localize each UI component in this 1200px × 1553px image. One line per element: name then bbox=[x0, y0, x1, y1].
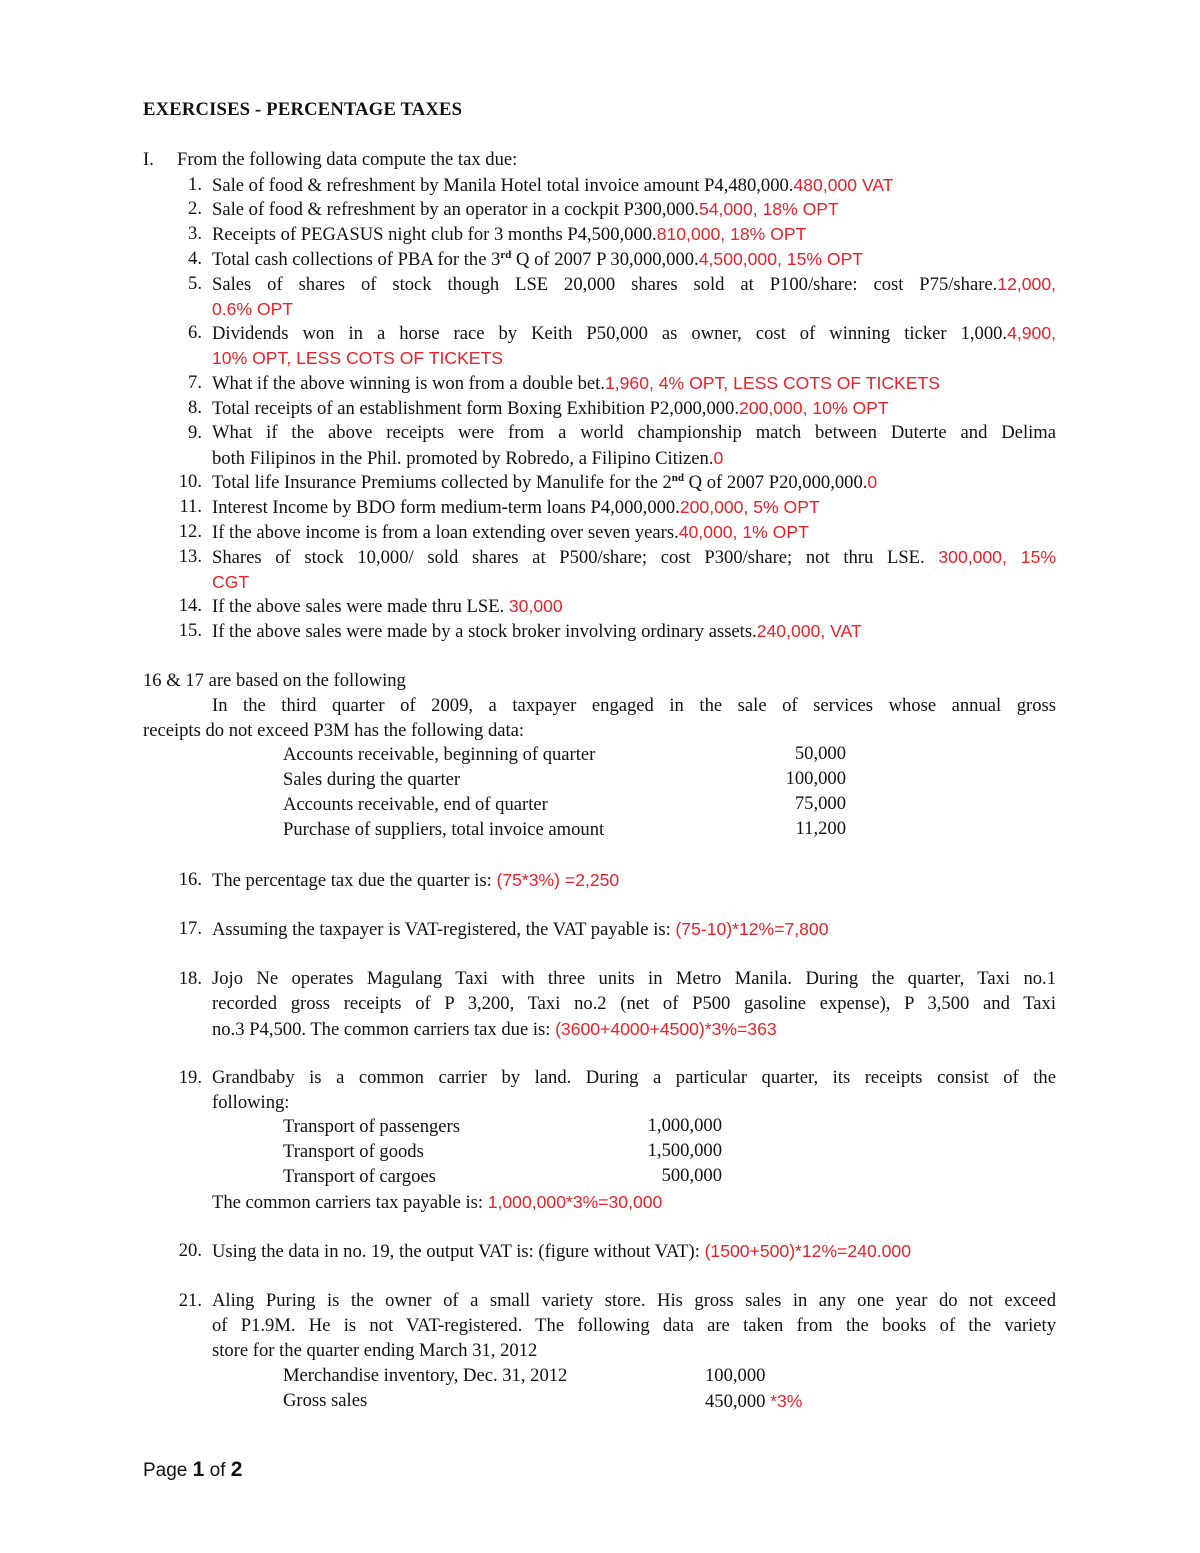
item-answer: (3600+4000+4500)*3%=363 bbox=[555, 1019, 777, 1039]
table-row-value: 11,200 bbox=[795, 818, 846, 839]
table-row-value: 50,000 bbox=[794, 743, 846, 764]
item-answer: 0 bbox=[713, 448, 724, 468]
item-answer: 0.6% OPT bbox=[212, 299, 294, 319]
page-footer bbox=[143, 1458, 242, 1482]
item-number: 4. bbox=[188, 248, 202, 269]
item-text: If the above sales were made by a stock broker involving ordinary assets. bbox=[212, 621, 757, 642]
table-row-label: Transport of passengers bbox=[283, 1116, 460, 1137]
item-answer: 200,000, 10% OPT bbox=[739, 398, 889, 418]
list-item-continuation: following: bbox=[212, 1092, 290, 1113]
section-numeral: I. bbox=[143, 149, 154, 170]
list-item-continuation bbox=[212, 297, 293, 322]
item-answer: 4,900, bbox=[1007, 323, 1056, 343]
section-heading: 16 & 17 are based on the following bbox=[143, 670, 406, 691]
item-text: Sale of food & refreshment by Manila Hotel total invoice amount P4,480,000. bbox=[212, 175, 794, 196]
section-paragraph: receipts do not exceed P3M has the following data: bbox=[143, 720, 525, 741]
list-item bbox=[212, 247, 863, 272]
item-text: both Filipinos in the Phil. promoted by Robredo, a Filipino Citizen. bbox=[212, 448, 714, 469]
list-item bbox=[212, 868, 619, 893]
item-text: Sale of food & refreshment by an operator in a cockpit P300,000. bbox=[212, 199, 699, 220]
list-item bbox=[212, 1239, 911, 1264]
item-number: 18. bbox=[178, 968, 202, 989]
table-row-label: Transport of goods bbox=[283, 1141, 424, 1162]
item-number: 10. bbox=[178, 471, 202, 492]
item-number: 17. bbox=[178, 918, 202, 939]
item-number: 13. bbox=[178, 546, 202, 567]
item-answer: 1,000,000*3%=30,000 bbox=[487, 1192, 663, 1212]
list-item-continuation bbox=[212, 570, 249, 595]
item-answer: *3% bbox=[770, 1391, 803, 1411]
list-item: Grandbaby is a common carrier by land. During a particular quarter, its receipts consist of the bbox=[212, 1067, 1056, 1088]
item-number: 9. bbox=[188, 422, 202, 443]
list-item-continuation bbox=[212, 446, 723, 471]
table-row-label: Accounts receivable, beginning of quarter bbox=[283, 744, 596, 765]
table-row-label: Gross sales bbox=[283, 1390, 368, 1411]
list-item-continuation: store for the quarter ending March 31, 2012 bbox=[212, 1340, 538, 1361]
item-number: 8. bbox=[188, 397, 202, 418]
list-item: What if the above receipts were from a world championship match between Duterte and Delima bbox=[212, 422, 1056, 443]
table-cell-value: 450,000 bbox=[705, 1391, 766, 1412]
list-item: Aling Puring is the owner of a small variety store. His gross sales in any one year do not exceed bbox=[212, 1290, 1056, 1311]
item-number: 2. bbox=[188, 198, 202, 219]
list-item bbox=[212, 321, 1056, 347]
page-word: Page bbox=[143, 1460, 188, 1481]
item-number: 21. bbox=[178, 1290, 202, 1311]
item-answer: 810,000, 18% OPT bbox=[656, 224, 807, 244]
list-item bbox=[212, 396, 889, 421]
item-text: Dividends won in a horse race by Keith P50,000 as owner, cost of winning ticker 1,000. bbox=[212, 323, 1008, 344]
list-item-continuation: recorded gross receipts of P 3,200, Taxi no.2 (net of P500 gasoline expense), P 3,500 and Taxi bbox=[212, 993, 1056, 1014]
list-item bbox=[212, 371, 940, 396]
list-item bbox=[212, 545, 1056, 571]
item-text: Shares of stock 10,000/ sold shares at P500/share; cost P300/share; not thru LSE. bbox=[212, 547, 939, 568]
item-number: 15. bbox=[178, 620, 202, 641]
list-item bbox=[212, 520, 809, 545]
list-item-continuation bbox=[212, 1190, 662, 1215]
item-text: Using the data in no. 19, the output VAT is: (figure without VAT): bbox=[212, 1241, 705, 1262]
item-number: 20. bbox=[178, 1240, 202, 1261]
table-row-label: Transport of cargoes bbox=[283, 1166, 436, 1187]
list-item-continuation bbox=[212, 1017, 777, 1042]
list-item: Jojo Ne operates Magulang Taxi with three units in Metro Manila. During the quarter, Taxi no.1 bbox=[212, 968, 1056, 989]
item-text: If the above sales were made thru LSE. bbox=[212, 596, 509, 617]
item-number: 7. bbox=[188, 372, 202, 393]
item-answer: 1,960, 4% OPT, LESS COTS OF TICKETS bbox=[604, 373, 941, 393]
item-answer: 300,000, 15% bbox=[938, 547, 1056, 567]
table-row-label: Accounts receivable, end of quarter bbox=[283, 794, 548, 815]
item-answer: 12,000, bbox=[997, 274, 1056, 294]
item-number: 3. bbox=[188, 223, 202, 244]
list-item bbox=[212, 495, 820, 520]
table-row-value: 75,000 bbox=[794, 793, 846, 814]
item-answer: CGT bbox=[212, 572, 250, 592]
item-answer: (1500+500)*12%=240.000 bbox=[704, 1241, 911, 1261]
item-number: 6. bbox=[188, 322, 202, 343]
item-text: Q of 2007 P20,000,000. bbox=[684, 472, 868, 493]
superscript: nd bbox=[671, 472, 685, 484]
table-row-value bbox=[705, 1389, 802, 1414]
section-paragraph: In the third quarter of 2009, a taxpayer engaged in the sale of services whose annual gross bbox=[212, 695, 1056, 716]
page-number: 1 bbox=[192, 1458, 205, 1481]
table-row-value: 100,000 bbox=[785, 768, 846, 789]
item-number: 11. bbox=[179, 496, 202, 517]
item-text: no.3 P4,500. The common carriers tax due is: bbox=[212, 1019, 556, 1040]
superscript: rd bbox=[500, 249, 512, 261]
item-number: 14. bbox=[178, 595, 202, 616]
item-answer: 480,000 VAT bbox=[793, 175, 894, 195]
table-row-label: Purchase of suppliers, total invoice amount bbox=[283, 819, 605, 840]
item-number: 12. bbox=[178, 521, 202, 542]
item-number: 19. bbox=[178, 1067, 202, 1088]
item-number: 5. bbox=[188, 273, 202, 294]
list-item-continuation: of P1.9M. He is not VAT-registered. The following data are taken from the books of the variety bbox=[212, 1315, 1056, 1336]
item-answer: (75-10)*12%=7,800 bbox=[675, 919, 829, 939]
item-text: Sales of shares of stock though LSE 20,000 shares sold at P100/share: cost P75/share. bbox=[212, 274, 998, 295]
item-number: 1. bbox=[188, 174, 202, 195]
page-total: 2 bbox=[230, 1458, 243, 1481]
item-answer: 54,000, 18% OPT bbox=[698, 199, 839, 219]
item-text: Total receipts of an establishment form Boxing Exhibition P2,000,000. bbox=[212, 398, 739, 419]
item-text: The common carriers tax payable is: bbox=[212, 1192, 488, 1213]
item-answer: 200,000, 5% OPT bbox=[679, 497, 820, 517]
page-title: EXERCISES - PERCENTAGE TAXES bbox=[143, 99, 463, 120]
item-number: 16. bbox=[178, 869, 202, 890]
list-item bbox=[212, 594, 563, 619]
table-row-value: 1,500,000 bbox=[647, 1140, 722, 1161]
table-row-value: 1,000,000 bbox=[647, 1115, 722, 1136]
table-row-value: 500,000 bbox=[661, 1165, 722, 1186]
item-answer: 40,000, 1% OPT bbox=[678, 522, 809, 542]
table-row-label: Sales during the quarter bbox=[283, 769, 461, 790]
table-row-label: Merchandise inventory, Dec. 31, 2012 bbox=[283, 1365, 568, 1386]
section-intro: From the following data compute the tax due: bbox=[177, 149, 518, 170]
item-text: Total cash collections of PBA for the 3 bbox=[212, 249, 501, 270]
list-item-continuation bbox=[212, 346, 503, 371]
item-text: Interest Income by BDO form medium-term loans P4,000,000. bbox=[212, 497, 680, 518]
item-text: If the above income is from a loan extending over seven years. bbox=[212, 522, 679, 543]
list-item bbox=[212, 222, 806, 247]
item-answer: 10% OPT, LESS COTS OF TICKETS bbox=[212, 348, 504, 368]
item-text: Q of 2007 P 30,000,000. bbox=[511, 249, 699, 270]
item-answer: 4,500,000, 15% OPT bbox=[698, 249, 864, 269]
item-text: Total life Insurance Premiums collected by Manulife for the 2 bbox=[212, 472, 672, 493]
list-item bbox=[212, 619, 862, 644]
item-answer: (75*3%) =2,250 bbox=[496, 870, 620, 890]
list-item bbox=[212, 272, 1056, 298]
item-text: Receipts of PEGASUS night club for 3 months P4,500,000. bbox=[212, 224, 657, 245]
item-text: The percentage tax due the quarter is: bbox=[212, 870, 497, 891]
list-item bbox=[212, 917, 829, 942]
item-answer: 240,000, VAT bbox=[756, 621, 862, 641]
table-row-value: 100,000 bbox=[705, 1365, 766, 1386]
list-item bbox=[212, 197, 839, 222]
item-answer: 0 bbox=[867, 472, 878, 492]
of-word: of bbox=[209, 1460, 226, 1481]
list-item bbox=[212, 173, 894, 198]
list-item bbox=[212, 470, 877, 495]
item-text: Assuming the taxpayer is VAT-registered, the VAT payable is: bbox=[212, 919, 676, 940]
item-answer: 30,000 bbox=[508, 596, 563, 616]
item-text: What if the above winning is won from a double bet. bbox=[212, 373, 605, 394]
